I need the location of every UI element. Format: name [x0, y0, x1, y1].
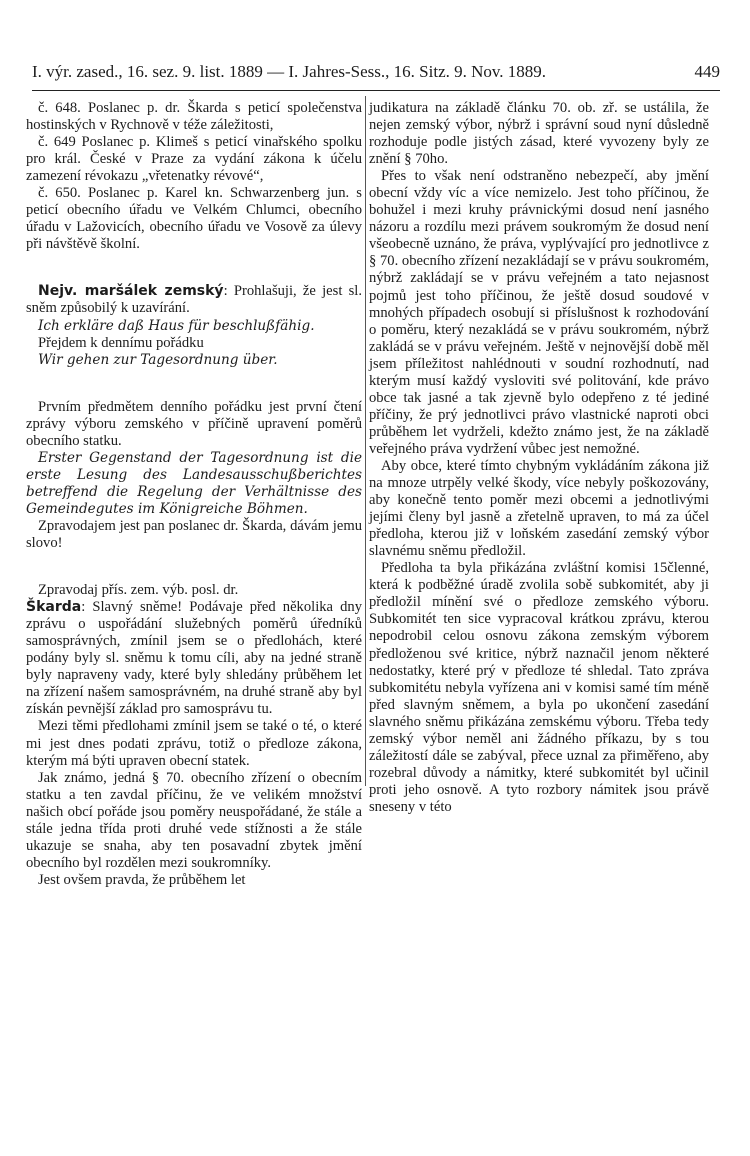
right-paragraph-4: Předloha ta byla přikázána zvláštní komisi 15členné, která k podběžné úradě zvolila sobě subkomitét, aby ji předložil mínění své o předloze zemského výboru. Subkomitét ten sice vypracoval krátkou zprávu, kterou nepodrobil celou osnovu zákona zemským výborem předloženou své kritice, nýbrž naznačil jenom některé nedostatky, které prý v předloze té shledal. Tato zpráva subkomitétu nebyla vyřízena ani v komisi samé tím méně před slavným sněmem, a byla po ukončení zasedání slavného sněmu přikázána zemskému výboru. Třeba tedy zemský výbor neměl ani žádného příkazu, by s tou záležitostí dále se zabýval, přece uznal za přiměřeno, aby rozebral důvody a námitky, které subkomitét byl učinil proti jeho osnově. A tyto rozbory námitek jsou právě sneseny v této [369, 560, 709, 815]
column-divider [365, 96, 366, 786]
reporter-speech-3: Jak známo, jedná § 70. obecního zřízení o obecním statku a ten zavdal příčinu, že ve velikém množství našich obcí pořáde jsou poměry neuspořádané, že stále a stále jedna třída proti druhé vede stížnosti a že stále ukazuje se snaha, aby ten posavadní zbytek jmění obecního byl rozdělen mezi soukromníky. [26, 769, 362, 871]
right-column [369, 100, 709, 816]
marshal-german: Ich erkläre daß Haus für beschlußfähig. [38, 317, 315, 334]
right-paragraph-1: judikatura na základě článku 70. ob. zř. se ustálila, že nejen zemský výbor, nýbrž i správní soud nyní důsledně rozhoduje podle jistých zásad, které vyvozeny byly ze znění § 70ho. [369, 100, 709, 168]
agenda-czech: Přejdem k dennímu pořádku [38, 334, 204, 351]
reporter-name: Škarda [26, 599, 82, 616]
reporter-speech-1-text: : Slavný sněme! Podávaje před několika dny zprávu o uspořádání služebných poměrů úředníků samosprávných, zmínil jsem se o předlohách, které podány byly sl. sněmu k tomu cíli, aby na jedné straně byly napraveny vady, které byly shledány průběhem let na zřízení našem samosprávném, na druhé straně aby byl získán pevnější základ pro samosprávu tu. [26, 599, 362, 718]
agenda-german: Wir gehen zur Tagesordnung über. [38, 351, 278, 368]
marshal-statement [26, 283, 362, 317]
rapporteur-announcement: Zpravodajem jest pan poslanec dr. Škarda, dávám jemu slovo! [26, 517, 362, 552]
reporter-intro: Zpravodaj přís. zem. výb. posl. dr. [38, 582, 239, 599]
right-paragraph-2: Přes to však není odstraněno nebezpečí, aby jmění obecní vždy víc a více nemizelo. Jest toho příčinou, že bohužel i mezi kruhy právnickými dosud není jasného názoru a rozdílu mezi právem soukromým že dosud není všeobecně uznáno, že práva, vyplývající pro jednotlivce z § 70. obecního zřízení nezakládají se v právu soukromém, nýbrž zakládají se v právu veřejném a tato nejasnost pojmů jest toho příčinou, že ještě dosud soudové v mnohých případech osobují si příslušnost k rozhodování o poměru, který nezakládá se v právu soukromém, nýbrž zakládá se v právu veřejném. Ještě v nejnovější době měl jsem příležitost nahlédnouti v soudní rozhodnutí, nad kterým musí každý vysloviti své politování, kde právo obce tak jasné a tak zjevně bylo odepřeno z té jediné příčiny, že prý jednotlivci právo vlastnické naproti obci průběhem let vydrželi, kdežto známo jest, že na základě veřejného práva vydržení vůbec jest nemožné. [369, 168, 709, 457]
petition-650: č. 650. Poslanec p. Karel kn. Schwarzenberg jun. s peticí obecního úřadu ve Velkém Chlumci, obecního úřadu v Lažovicích, obecního úřadu ve Vosově za úlevy při návštěvě školní. [26, 185, 362, 253]
first-item-czech: Prvním předmětem denního pořádku jest první čtení zprávy výboru zemského v příčině upravení poměrů obecního statku. [26, 398, 362, 449]
petition-649: č. 649 Poslanec p. Klimeš s peticí vinařského spolku pro král. České v Praze za vydání zákona k účelu zamezení révokazu „vřetenatky révové“, [26, 134, 362, 185]
reporter-speech-2: Mezi těmi předlohami zmínil jsem se také o té, o které mi jest dnes podati zprávu, totiž o předloze zákona, kterým má býti upraven obecní statek. [26, 718, 362, 769]
petition-648: č. 648. Poslanec p. dr. Škarda s peticí společenstva hostinských v Rychnově v téže záležitosti, [26, 100, 362, 134]
running-header [32, 60, 720, 91]
page-number: 449 [694, 62, 720, 81]
header-session-info: I. výr. zased., 16. sez. 9. list. 1889 — I. Jahres-Sess., 16. Sitz. 9. Nov. 1889. [32, 62, 547, 81]
marshal-text: : Prohlašuji, že jest sl. sněm způsobilý k uzavírání. [26, 283, 362, 317]
left-column [26, 100, 362, 889]
reporter-speech-1 [26, 599, 362, 718]
first-item-german: Erster Gegenstand der Tagesordnung ist die erste Lesung des Landesausschußberichtes betreffend die Regelung der Verhältnisse des Gemeindegutes im Königreiche Böhmen. [26, 449, 362, 517]
reporter-speech-4: Jest ovšem pravda, že průběhem let [38, 871, 246, 888]
right-paragraph-3: Aby obce, které tímto chybným vykládáním zákona již na mnoze utrpěly velké škody, více nebyly poškozovány, aby konečně tento poměr mezi obcemi a jednotlivými jejími členy byl jasně a zřetelně upraven, to má za účel předloha, kterou již v loňském zasedání zemský výbor slavnému sněmu předložil. [369, 457, 709, 560]
speaker-name: Nejv. maršálek zemský [38, 283, 224, 300]
